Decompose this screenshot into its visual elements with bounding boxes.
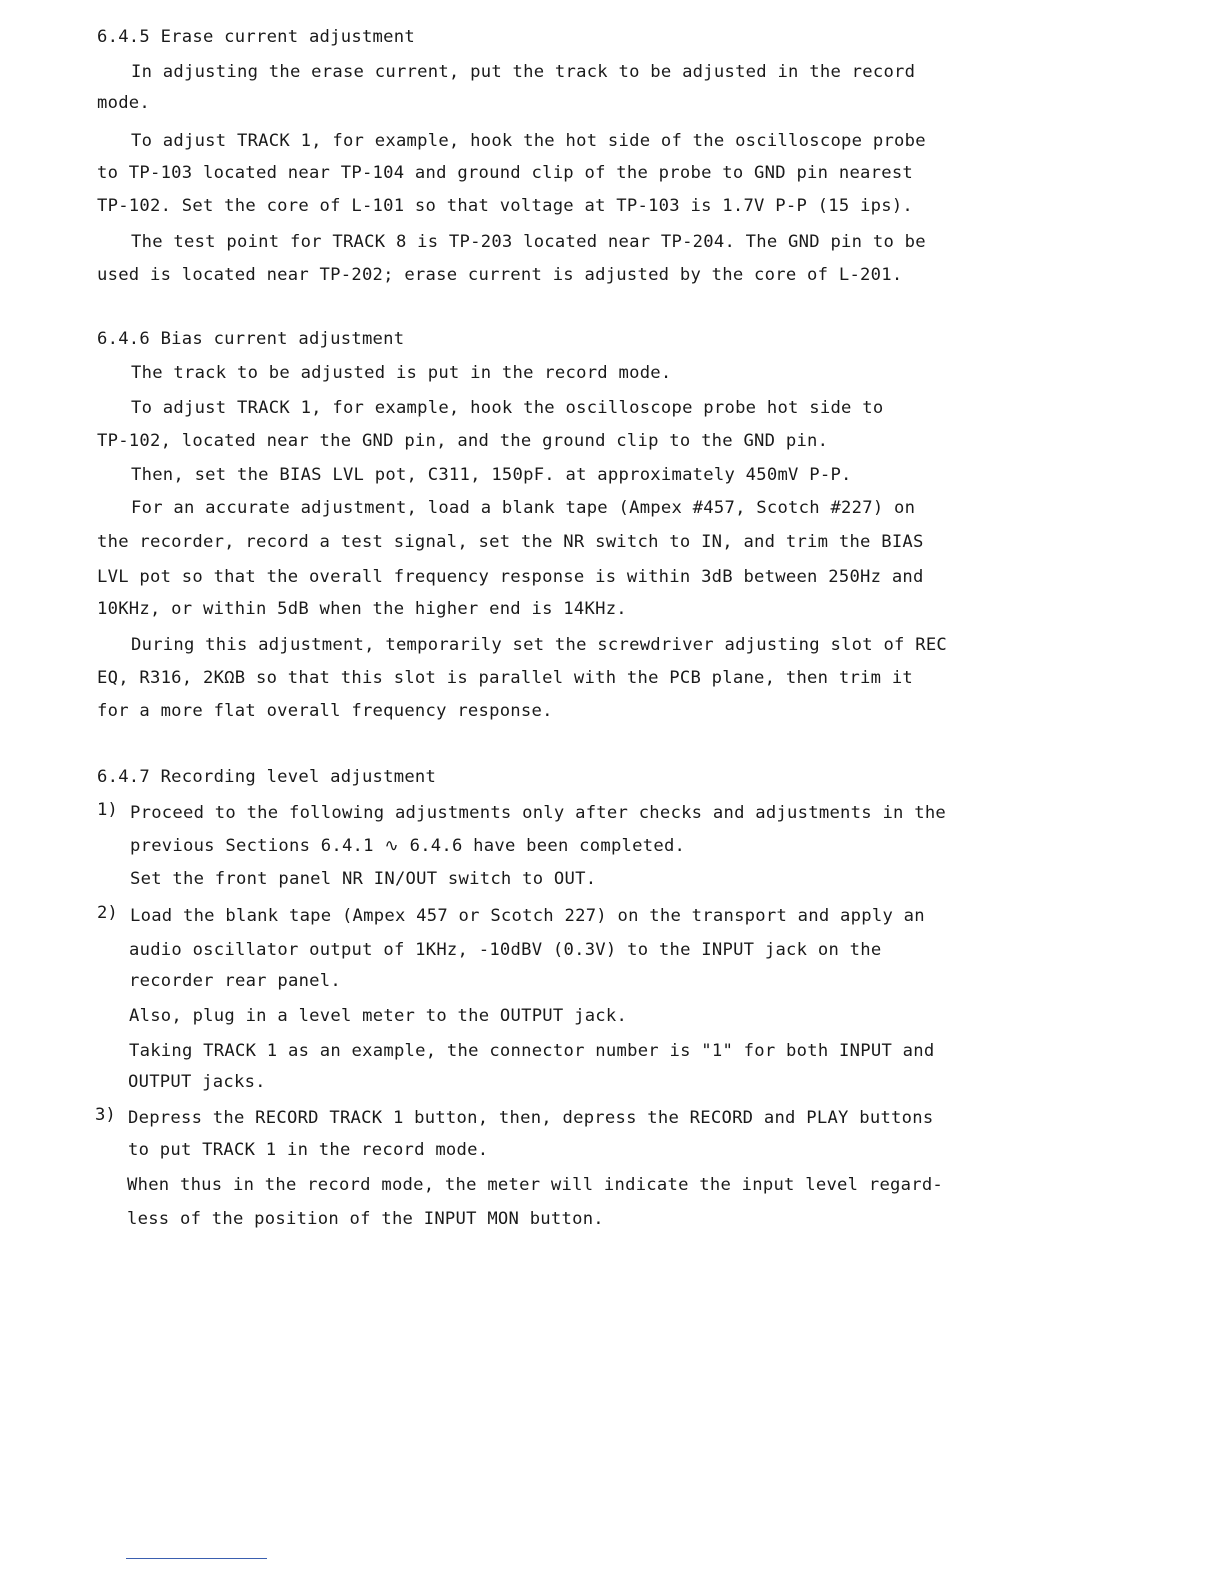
list-item-number: 3) bbox=[95, 1105, 116, 1125]
paragraph-line: In adjusting the erase current, put the track to be adjusted in the record bbox=[131, 62, 916, 82]
paragraph-line: To adjust TRACK 1, for example, hook the oscilloscope probe hot side to bbox=[131, 398, 884, 418]
paragraph-line: The track to be adjusted is put in the record mode. bbox=[131, 363, 672, 383]
list-item-line: previous Sections 6.4.1 ∿ 6.4.6 have been completed. bbox=[130, 836, 686, 856]
footer-rule bbox=[126, 1558, 267, 1559]
list-item-line: Also, plug in a level meter to the OUTPUT jack. bbox=[129, 1006, 628, 1026]
section-heading-bias-current: 6.4.6 Bias current adjustment bbox=[97, 329, 405, 349]
list-item-line: recorder rear panel. bbox=[129, 971, 341, 991]
paragraph-line: The test point for TRACK 8 is TP-203 located near TP-204. The GND pin to be bbox=[131, 232, 926, 252]
section-heading-recording-level: 6.4.7 Recording level adjustment bbox=[97, 767, 437, 787]
list-item-line: Taking TRACK 1 as an example, the connector number is "1" for both INPUT and bbox=[129, 1041, 935, 1061]
list-item-line: Depress the RECORD TRACK 1 button, then, depress the RECORD and PLAY buttons bbox=[128, 1108, 934, 1128]
paragraph-line: To adjust TRACK 1, for example, hook the hot side of the oscilloscope probe bbox=[131, 131, 926, 151]
list-item-line: to put TRACK 1 in the record mode. bbox=[128, 1140, 489, 1160]
paragraph-line: TP-102. Set the core of L-101 so that voltage at TP-103 is 1.7V P-P (15 ips). bbox=[97, 196, 914, 216]
list-item-line: When thus in the record mode, the meter will indicate the input level regard- bbox=[127, 1175, 944, 1195]
list-item-number: 1) bbox=[97, 800, 118, 820]
paragraph-line: 10KHz, or within 5dB when the higher end is 14KHz. bbox=[97, 599, 627, 619]
paragraph-line: TP-102, located near the GND pin, and the ground clip to the GND pin. bbox=[97, 431, 829, 451]
paragraph-line: Then, set the BIAS LVL pot, C311, 150pF. at approximately 450mV P-P. bbox=[131, 465, 852, 485]
paragraph-line: For an accurate adjustment, load a blank tape (Ampex #457, Scotch #227) on bbox=[131, 498, 916, 518]
paragraph-line: used is located near TP-202; erase current is adjusted by the core of L-201. bbox=[97, 265, 903, 285]
list-item-line: Proceed to the following adjustments only after checks and adjustments in the bbox=[130, 803, 947, 823]
list-item-line: Load the blank tape (Ampex 457 or Scotch 227) on the transport and apply an bbox=[130, 906, 925, 926]
section-heading-erase-current: 6.4.5 Erase current adjustment bbox=[97, 27, 415, 47]
paragraph-line: to TP-103 located near TP-104 and ground clip of the probe to GND pin nearest bbox=[97, 163, 914, 183]
paragraph-line: the recorder, record a test signal, set the NR switch to IN, and trim the BIAS bbox=[97, 532, 924, 552]
list-item-number: 2) bbox=[97, 903, 118, 923]
paragraph-line: LVL pot so that the overall frequency response is within 3dB between 250Hz and bbox=[97, 567, 924, 587]
paragraph-line: EQ, R316, 2KΩB so that this slot is parallel with the PCB plane, then trim it bbox=[97, 668, 914, 688]
list-item-line: less of the position of the INPUT MON button. bbox=[127, 1209, 604, 1229]
paragraph-line: mode. bbox=[97, 93, 150, 113]
paragraph-line: During this adjustment, temporarily set the screwdriver adjusting slot of REC bbox=[131, 635, 948, 655]
list-item-line: audio oscillator output of 1KHz, -10dBV (0.3V) to the INPUT jack on the bbox=[129, 940, 882, 960]
list-item-line: OUTPUT jacks. bbox=[128, 1072, 266, 1092]
paragraph-line: for a more flat overall frequency response. bbox=[97, 701, 553, 721]
list-item-line: Set the front panel NR IN/OUT switch to OUT. bbox=[130, 869, 597, 889]
